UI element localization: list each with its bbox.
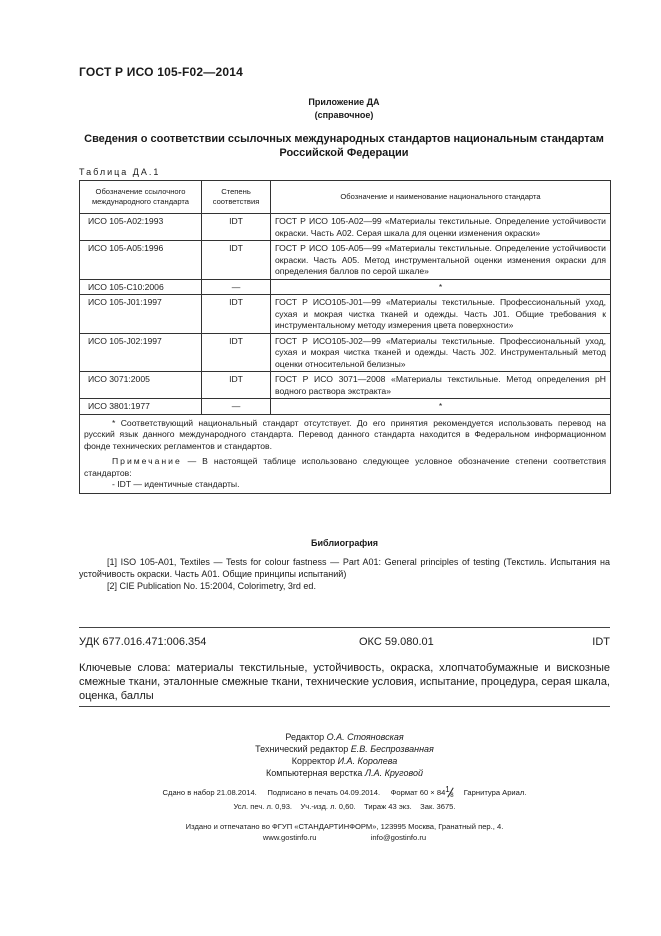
table-row bbox=[80, 399, 611, 415]
credit-editor-name: О.А. Стояновская bbox=[326, 732, 404, 742]
imprint-signed: Подписано в печать 04.09.2014. bbox=[267, 788, 381, 797]
cell-degree: IDT bbox=[202, 372, 271, 399]
imprint-typeset: Сдано в набор 21.08.2014. bbox=[162, 788, 257, 797]
imprint-line-2: Усл. печ. л. 0,93. Уч.-изд. л. 0,60. Тираж 43 экз. Зак. 3675. bbox=[233, 802, 456, 811]
table-row bbox=[80, 295, 611, 334]
column-header-national: Обозначение и наименование национального стандарта bbox=[271, 181, 611, 214]
table-row bbox=[80, 279, 611, 295]
format-fraction bbox=[445, 785, 455, 799]
credit-corrector-name: И.А. Королева bbox=[337, 756, 398, 766]
cell-degree: IDT bbox=[202, 214, 271, 241]
degree-code: IDT bbox=[592, 636, 610, 648]
cell-national: ГОСТ Р ИСО105-J01—99 «Материалы текстильные. Профессиональный уход, сухая и мокрая чистка тканей и одежды. Часть J01. Общие требования к инструментальному методу измерения цвета поверхности» bbox=[271, 295, 611, 334]
credit-corrector bbox=[79, 756, 610, 768]
standard-code: ГОСТ Р ИСО 105-F02—2014 bbox=[79, 65, 243, 79]
table-row bbox=[80, 372, 611, 399]
keywords: Ключевые слова: материалы текстильные, устойчивость, окраска, хлопчатобумажные и вискозные смежные ткани, эталонные смежные ткани, технические условия, испытание, процедура, серая шкала, оценка, баллы bbox=[79, 662, 610, 702]
cell-national: ГОСТ Р ИСО105-J02—99 «Материалы текстильные. Профессиональный уход, сухая и мокрая чистка тканей и одежды. Часть J02. Инструментальный метод оценки относительной белизны» bbox=[271, 333, 611, 372]
cell-degree: — bbox=[202, 399, 271, 415]
correspondence-table bbox=[79, 180, 611, 494]
table-header-row bbox=[80, 181, 611, 214]
bibliography-item: [1] ISO 105-A01, Textiles — Tests for colour fastness — Part A01: General principles of testing (Текстиль. Испытания на устойчивость окраски. Часть А01. Общие принципы испытаний) bbox=[79, 557, 610, 579]
cell-national: ГОСТ Р ИСО 3071—2008 «Материалы текстильные. Метод определения рН водного раствора экстракта» bbox=[271, 372, 611, 399]
table-footnote: * Соответствующий национальный стандарт отсутствует. До его принятия рекомендуется использовать перевод на русский язык данного международного стандарта. Перевод данного стандарта находится в Федеральном информационном фонде технических регламентов и стандартов. bbox=[84, 417, 606, 451]
note-item: - IDT — идентичные стандарты. bbox=[112, 479, 240, 489]
cell-national: * bbox=[271, 399, 611, 415]
bibliography-title: Библиография bbox=[311, 538, 378, 548]
cell-intl: ИСО 105-А02:1993 bbox=[80, 214, 202, 241]
imprint-line-1 bbox=[79, 787, 610, 799]
website-link[interactable]: www.gostinfo.ru bbox=[262, 833, 317, 842]
divider-bottom bbox=[79, 706, 610, 707]
credit-editor-label: Редактор bbox=[285, 732, 325, 742]
credit-tech-editor bbox=[79, 744, 610, 756]
table-label: Таблица ДА.1 bbox=[79, 167, 161, 177]
cell-degree: IDT bbox=[202, 241, 271, 280]
credit-corrector-label: Корректор bbox=[291, 756, 336, 766]
divider-top bbox=[79, 627, 610, 628]
annex-title: Приложение ДА bbox=[308, 97, 380, 107]
cell-intl: ИСО 3071:2005 bbox=[80, 372, 202, 399]
note-text: — В настоящей таблице использовано следующее условное обозначение степени соответствия стандартов: bbox=[84, 456, 606, 478]
email-link[interactable]: info@gostinfo.ru bbox=[370, 833, 427, 842]
credit-layout-label: Компьютерная верстка bbox=[266, 768, 363, 778]
credit-tech-editor-label: Технический редактор bbox=[255, 744, 349, 754]
udk-code: УДК 677.016.471:006.354 bbox=[79, 636, 207, 648]
cell-intl: ИСО 105-С10:2006 bbox=[80, 279, 202, 295]
imprint-contacts bbox=[79, 832, 610, 844]
annex-heading: Сведения о соответствии ссылочных международных стандартов национальным стандартам Российской Федерации bbox=[84, 133, 604, 159]
cell-national: ГОСТ Р ИСО 105-А02—99 «Материалы текстильные. Определение устойчивости окраски. Часть А02. Серая шкала для оценки изменения окраски» bbox=[271, 214, 611, 241]
bibliography-item: [2] CIE Publication No. 15:2004, Colorimetry, 3rd ed. bbox=[107, 581, 316, 591]
cell-degree: IDT bbox=[202, 295, 271, 334]
format-numerator: 1 bbox=[445, 785, 450, 794]
credit-layout-name: Л.А. Круговой bbox=[364, 768, 423, 778]
credit-layout bbox=[79, 768, 610, 780]
oks-code: ОКС 59.080.01 bbox=[359, 636, 434, 648]
table-note bbox=[84, 456, 606, 479]
imprint-line-3: Издано и отпечатано во ФГУП «СТАНДАРТИНФОРМ», 123995 Москва, Гранатный пер., 4. bbox=[185, 822, 504, 831]
imprint-format: Формат 60 × 84 bbox=[390, 788, 446, 797]
cell-national: * bbox=[271, 279, 611, 295]
cell-degree: IDT bbox=[202, 333, 271, 372]
cell-intl: ИСО 105-J02:1997 bbox=[80, 333, 202, 372]
table-notes bbox=[80, 414, 611, 493]
cell-degree: — bbox=[202, 279, 271, 295]
format-denominator: 8 bbox=[450, 793, 454, 799]
note-label: Примечание bbox=[112, 456, 182, 466]
table-row bbox=[80, 241, 611, 280]
column-header-intl: Обозначение ссылочного международного стандарта bbox=[80, 181, 202, 214]
annex-subtitle: (справочное) bbox=[314, 110, 374, 120]
table-row bbox=[80, 214, 611, 241]
credit-tech-editor-name: Е.В. Беспрозванная bbox=[350, 744, 434, 754]
cell-national: ГОСТ Р ИСО 105-А05—99 «Материалы текстильные. Определение устойчивости окраски. Часть А05. Метод инструментальной оценки изменения окраски для определения баллов по серой шкале» bbox=[271, 241, 611, 280]
cell-intl: ИСО 105-J01:1997 bbox=[80, 295, 202, 334]
column-header-degree: Степень соответствия bbox=[202, 181, 271, 214]
credit-editor bbox=[79, 732, 610, 744]
imprint-typeface: Гарнитура Ариал. bbox=[463, 788, 527, 797]
cell-intl: ИСО 105-А05:1996 bbox=[80, 241, 202, 280]
table-notes-row bbox=[80, 414, 611, 493]
cell-intl: ИСО 3801:1977 bbox=[80, 399, 202, 415]
table-row bbox=[80, 333, 611, 372]
